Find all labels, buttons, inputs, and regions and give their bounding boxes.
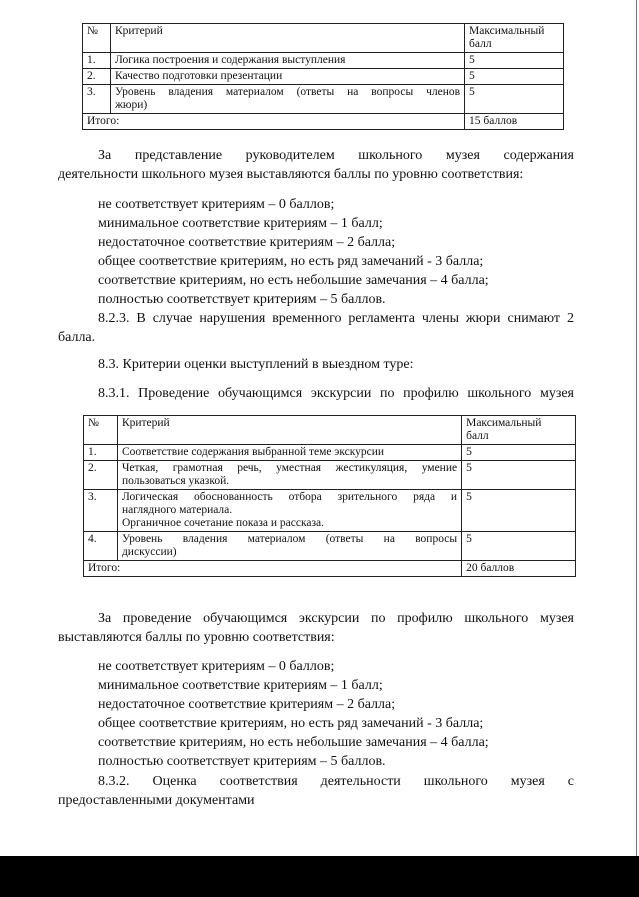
table-header-row bbox=[84, 416, 576, 445]
row-max: 5 bbox=[465, 69, 564, 85]
header-max: Максимальный балл bbox=[462, 416, 576, 445]
row-num: 3. bbox=[84, 490, 118, 532]
section-8-3-1-heading: 8.3.1. Проведение обучающимся экскурсии по профилю школьного музея bbox=[98, 386, 574, 401]
row-max: 5 bbox=[465, 85, 564, 114]
list-item: недостаточное соответствие критериям – 2 балла; bbox=[98, 235, 396, 250]
row-num: 1. bbox=[83, 53, 111, 69]
list-item: соответствие критериям, но есть небольшие замечания – 4 балла; bbox=[98, 273, 489, 288]
list-item: минимальное соответствие критериям – 1 балл; bbox=[98, 216, 383, 231]
list-item: не соответствует критериям – 0 баллов; bbox=[98, 659, 335, 674]
section-8-3-heading: 8.3. Критерии оценки выступлений в выездном туре: bbox=[98, 357, 414, 372]
table-row bbox=[83, 85, 564, 114]
row-max: 5 bbox=[462, 461, 576, 490]
row-num: 4. bbox=[84, 532, 118, 561]
row-criterion: Четкая, грамотная речь, уместная жестикуляция, умение пользоваться указкой. bbox=[117, 461, 461, 490]
table-row bbox=[83, 69, 564, 85]
criteria-table-presentation bbox=[82, 23, 564, 130]
section-8-3-2-line2: предоставленными документами bbox=[58, 793, 255, 808]
row-criterion: Логика построения и содержания выступления bbox=[110, 53, 464, 69]
row-criterion: Соответствие содержания выбранной теме экскурсии bbox=[117, 445, 461, 461]
list-item: не соответствует критериям – 0 баллов; bbox=[98, 197, 335, 212]
table-row bbox=[84, 461, 576, 490]
list-item: соответствие критериям, но есть небольшие замечания – 4 балла; bbox=[98, 735, 489, 750]
paragraph-excursion-line2: выставляются баллы по уровню соответствия: bbox=[58, 630, 335, 645]
header-criterion: Критерий bbox=[110, 24, 464, 53]
row-criterion: Уровень владения материалом (ответы на вопросы дискуссии) bbox=[117, 532, 461, 561]
row-max: 5 bbox=[462, 490, 576, 532]
list-item: полностью соответствует критериям – 5 баллов. bbox=[98, 292, 386, 307]
header-max: Максимальный балл bbox=[465, 24, 564, 53]
section-8-2-3-line2: балла. bbox=[58, 330, 96, 345]
row-num: 2. bbox=[83, 69, 111, 85]
row-num: 1. bbox=[84, 445, 118, 461]
row-max: 5 bbox=[462, 445, 576, 461]
list-item: минимальное соответствие критериям – 1 балл; bbox=[98, 678, 383, 693]
list-item: общее соответствие критериям, но есть ряд замечаний - 3 балла; bbox=[98, 716, 484, 731]
row-criterion: Уровень владения материалом (ответы на вопросы членов жюри) bbox=[110, 85, 464, 114]
scan-bottom-border bbox=[0, 856, 639, 897]
row-criterion: Качество подготовки презентации bbox=[110, 69, 464, 85]
row-num: 3. bbox=[83, 85, 111, 114]
paragraph-presentation-line2: деятельности школьного музея выставляются баллы по уровню соответствия: bbox=[58, 167, 524, 182]
header-criterion: Критерий bbox=[117, 416, 461, 445]
section-8-3-2-line1: 8.3.2. Оценка соответствия деятельности школьного музея с bbox=[98, 774, 574, 789]
paragraph-excursion-line1: За проведение обучающимся экскурсии по профилю школьного музея bbox=[98, 611, 574, 626]
list-item: недостаточное соответствие критериям – 2 балла; bbox=[98, 697, 396, 712]
list-item: общее соответствие критериям, но есть ряд замечаний - 3 балла; bbox=[98, 254, 484, 269]
total-value: 20 баллов bbox=[462, 561, 576, 577]
header-num: № bbox=[84, 416, 118, 445]
table-total-row bbox=[84, 561, 576, 577]
row-num: 2. bbox=[84, 461, 118, 490]
row-criterion: Логическая обоснованность отбора зрительного ряда и наглядного материала. Органичное сочетание показа и рассказа. bbox=[117, 490, 461, 532]
table-row bbox=[84, 490, 576, 532]
row-max: 5 bbox=[465, 53, 564, 69]
list-item: полностью соответствует критериям – 5 баллов. bbox=[98, 754, 386, 769]
total-value: 15 баллов bbox=[465, 114, 564, 130]
table-row bbox=[84, 445, 576, 461]
total-label: Итого: bbox=[84, 561, 462, 577]
table-header-row bbox=[83, 24, 564, 53]
scan-edge-line bbox=[636, 0, 637, 897]
row-max: 5 bbox=[462, 532, 576, 561]
criteria-table-excursion bbox=[83, 415, 576, 577]
paragraph-presentation-line1: За представление руководителем школьного музея содержания bbox=[98, 148, 574, 163]
table-row bbox=[83, 53, 564, 69]
header-num: № bbox=[83, 24, 111, 53]
table-total-row bbox=[83, 114, 564, 130]
total-label: Итого: bbox=[83, 114, 465, 130]
table-row bbox=[84, 532, 576, 561]
section-8-2-3-line1: 8.2.3. В случае нарушения временного регламента члены жюри снимают 2 bbox=[98, 311, 574, 326]
